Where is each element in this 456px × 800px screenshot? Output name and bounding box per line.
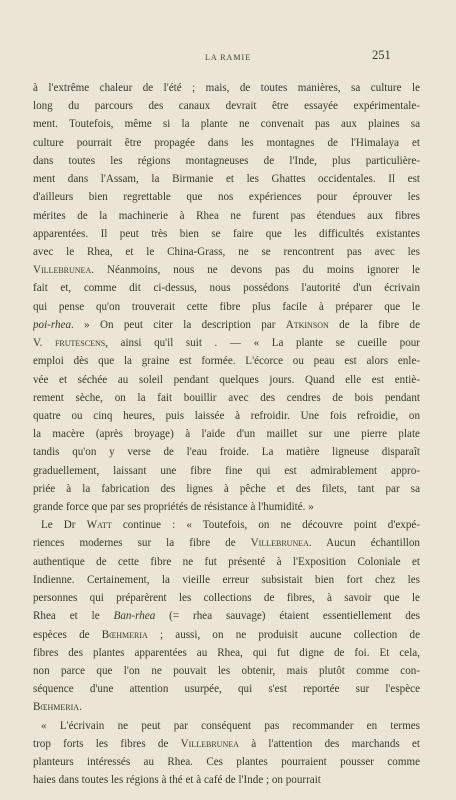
text-line: qui pense qu'on trouverait cette fibre plus facile à préparer que le bbox=[33, 300, 420, 313]
text-line: apparentées. Il peut très bien se faire que les difficultés existantes bbox=[33, 227, 420, 240]
text-line: poi-rhea. » On peut citer la description par Atkinson de la fibre de bbox=[33, 318, 420, 331]
text-line: ment dans l'Assam, la Birmanie et les Ghattes occidentales. Il est bbox=[33, 173, 420, 186]
running-title: LA RAMIE bbox=[205, 53, 251, 62]
text-line: fait et, comme dit ci-dessus, nous possédons l'autorité d'un écrivain bbox=[33, 282, 420, 295]
text-line: haies dans toutes les régions à thé et à café de l'Inde ; on pourrait bbox=[33, 774, 321, 787]
text-line: graduellement, laissant une fibre fine qui est admirablement appro- bbox=[33, 464, 420, 477]
text-line: séquence d'une attention usurpée, qui s'est reportée sur l'espèce bbox=[33, 683, 420, 696]
text-line: V. frutescens, ainsi qu'il suit . — « La plante se cueille pour bbox=[33, 337, 420, 350]
text-line: fibres des plantes apparentées au Rhea, qui fut digne de foi. Et cela, bbox=[33, 646, 420, 659]
text-line: long du parcours des canaux devrait être essayée expérimentale- bbox=[33, 100, 420, 113]
text-line: espèces de Bœhmeria ; aussi, on ne produisit aucune collection de bbox=[33, 628, 420, 641]
text-line: à l'extrême chaleur de l'été ; mais, de toutes manières, sa culture le bbox=[33, 82, 420, 94]
text-line: culture pourrait être propagée dans les montagnes de l'Himalaya et bbox=[33, 136, 420, 149]
text-line: authentique de cette fibre ne fut présenté à l'Exposition Coloniale et bbox=[33, 555, 420, 568]
text-line: priée à la fabrication des lignes à pêche et des filets, tant par sa bbox=[33, 482, 420, 495]
text-line: emploi dès que la graine est formée. L'écorce ou peau est alors enle- bbox=[33, 355, 420, 368]
text-line: tandis qu'on y verse de l'eau froide. La matière ligneuse disparaît bbox=[33, 446, 420, 459]
text-line: Indienne. Certainement, la vieille erreur subsistait bien fort chez les bbox=[33, 573, 420, 586]
text-line: quatre ou cinq heures, puis laissée à refroidir. Une fois refroidie, on bbox=[33, 409, 420, 422]
text-line: riences modernes sur la fibre de Villebrunea. Aucun échantillon bbox=[33, 537, 420, 550]
text-line: planteurs intéressés au Rhea. Ces plantes pourraient pousser comme bbox=[33, 756, 420, 769]
text-line: « L'écrivain ne peut par conséquent pas recommander en termes bbox=[41, 719, 420, 732]
text-line: personnes qui préparèrent les collections de fibres, à savoir que le bbox=[33, 592, 420, 605]
text-line: non parce que l'on ne pouvait les obtenir, mais plutôt comme con- bbox=[33, 665, 420, 677]
text-line: d'ailleurs bien regrettable que nos expériences pour éprouver les bbox=[33, 191, 420, 204]
text-line: la macère (après broyage) à l'aide d'un maillet sur une pierre plate bbox=[33, 428, 420, 441]
text-line: trop forts les fibres de Villebrunea à l'attention des marchands et bbox=[33, 737, 420, 750]
text-line: dans toutes les régions montagneuses de l'Inde, plus particulière- bbox=[33, 154, 420, 167]
text-line: Rhea et le Ban-rhea (= rhea sauvage) étaient essentiellement des bbox=[33, 610, 420, 623]
text-line: Le Dr Watt continue : « Toutefois, on ne découvre point d'expé- bbox=[41, 519, 420, 532]
page-number: 251 bbox=[372, 48, 391, 62]
text-line: vée et séchée au soleil pendant quelques jours. Quand elle est entiè- bbox=[33, 373, 420, 386]
text-line: grande force que par ses propriétés de résistance à l'humidité. » bbox=[33, 501, 314, 514]
body-text bbox=[33, 79, 420, 790]
text-line: Bœhmeria. bbox=[33, 701, 82, 714]
text-line: Villebrunea. Néanmoins, nous ne devons pas du moins ignorer le bbox=[33, 264, 420, 277]
text-line: mérites de la machinerie à Rhea ne furent pas étendues aux fibres bbox=[33, 209, 420, 222]
text-line: rement sèche, on la fait bouillir avec des cendres de bois pendant bbox=[33, 391, 420, 404]
text-line: ment. Toutefois, même si la plante ne convenait pas aux plaines sa bbox=[33, 118, 420, 131]
text-line: avec le Rhea, et le China-Grass, ne se rencontrent pas avec les bbox=[33, 245, 420, 258]
